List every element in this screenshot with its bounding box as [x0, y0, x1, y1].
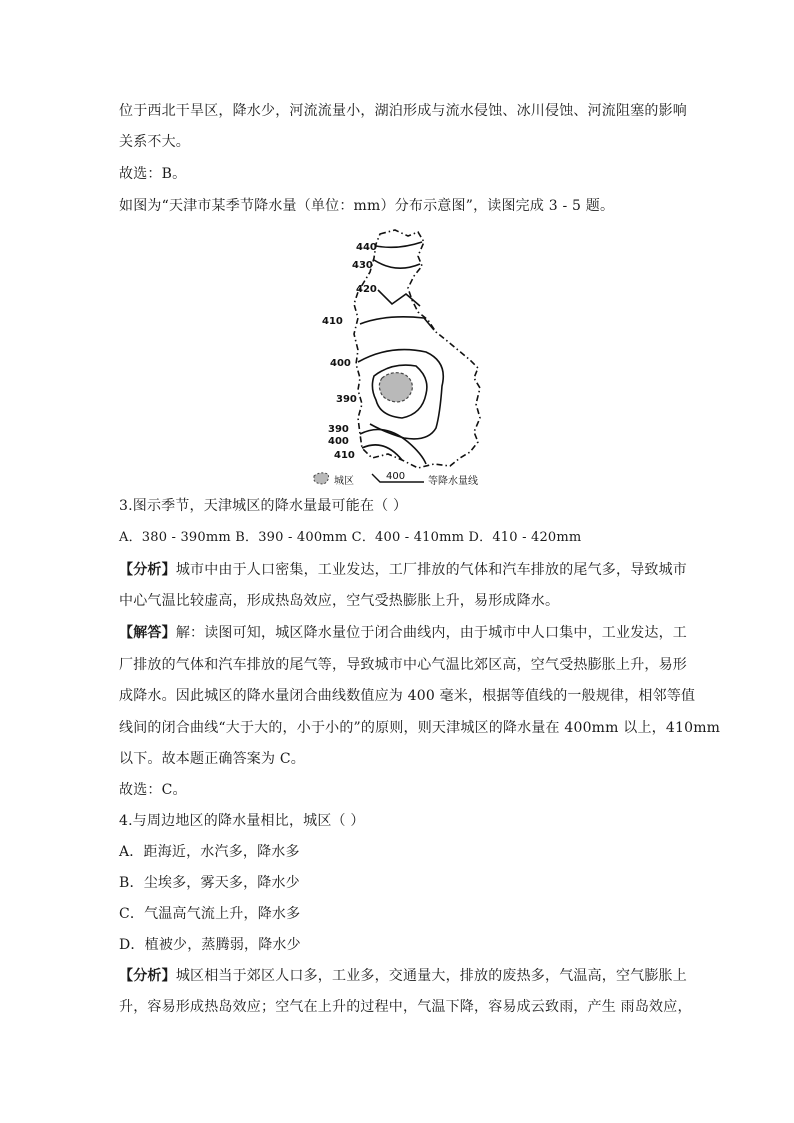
analysis-tag: 【分析】	[119, 562, 176, 578]
contour-label: 410	[334, 450, 355, 461]
text-line: 线间的闭合曲线“大于大的，小于小的”的原则，则天津城区的降水量在 400mm 以上，410mm	[119, 720, 721, 736]
text-line: 以下。故本题正确答案为 C。	[119, 751, 305, 767]
answer-text: 解：读图可知，城区降水量位于闭合曲线内，由于城市中人口集中，工业发达，工	[175, 625, 688, 641]
analysis-1	[119, 560, 687, 580]
contour-label: 400	[330, 358, 351, 369]
contour-label: 410	[322, 316, 343, 327]
text-line: 故选：B。	[119, 166, 187, 182]
question-4-option-c: C．气温高气流上升，降水多	[119, 906, 301, 922]
contour-label: 390	[336, 394, 357, 405]
city-area	[379, 373, 412, 402]
question-4-option-a: A．距海近，水汽多，降水多	[119, 844, 300, 860]
legend-isoline-label: 等降水量线	[428, 476, 478, 487]
text-line: 关系不大。	[119, 134, 190, 150]
legend-isoline-value: 400	[386, 471, 406, 482]
contour-label: 430	[352, 260, 373, 271]
answer-tag: 【解答】	[119, 625, 176, 641]
precipitation-map-figure	[300, 228, 500, 490]
question-4: 4.与周边地区的降水量相比，城区（ ）	[119, 813, 365, 829]
legend-city-swatch-icon	[314, 473, 329, 484]
answer-1	[119, 623, 687, 643]
question-4-option-d: D．植被少，蒸腾弱，降水少	[119, 937, 301, 953]
contour-label: 440	[356, 242, 377, 253]
analysis-text: 城区相当于郊区人口多，工业多，交通量大，排放的废热多，气温高，空气膨胀上	[175, 968, 688, 984]
contour-label: 420	[356, 284, 377, 295]
contour-label: 400	[328, 436, 349, 447]
text-line: 升，容易形成热岛效应；空气在上升的过程中，气温下降，容易成云致雨，产生 雨岛效应，	[119, 999, 692, 1015]
legend-city-label: 城区	[334, 476, 354, 487]
text-line: 中心气温比较虚高，形成热岛效应，空气受热膨胀上升，易形成降水。	[119, 593, 560, 609]
question-3-options: A．380 - 390mm B．390 - 400mm C．400 - 410mm D．410 - 420mm	[119, 530, 582, 545]
text-line: 位于西北干旱区，降水少，河流流量小，湖泊形成与流水侵蚀、冰川侵蚀、河流阻塞的影响	[119, 103, 687, 119]
question-4-option-b: B．尘埃多，雾天多，降水少	[119, 875, 300, 891]
text-line: 厂排放的气体和汽车排放的尾气等，导致城市中心气温比郊区高，空气受热膨胀上升，易形	[119, 657, 687, 673]
question-3: 3.图示季节，天津城区的降水量最可能在（ ）	[119, 498, 408, 514]
text-line: 成降水。因此城区的降水量闭合曲线数值应为 400 毫米，根据等值线的一般规律，相邻等值	[119, 688, 696, 704]
contour-label: 390	[328, 424, 349, 435]
text-line: 故选：C。	[119, 782, 187, 798]
analysis-text: 城市中由于人口密集，工业发达，工厂排放的气体和汽车排放的尾气多，导致城市	[175, 562, 688, 578]
analysis-2	[119, 966, 687, 986]
analysis-tag: 【分析】	[119, 968, 176, 984]
text-line: 如图为“天津市某季节降水量（单位：mm）分布示意图”，读图完成 3 - 5 题。	[119, 198, 615, 214]
